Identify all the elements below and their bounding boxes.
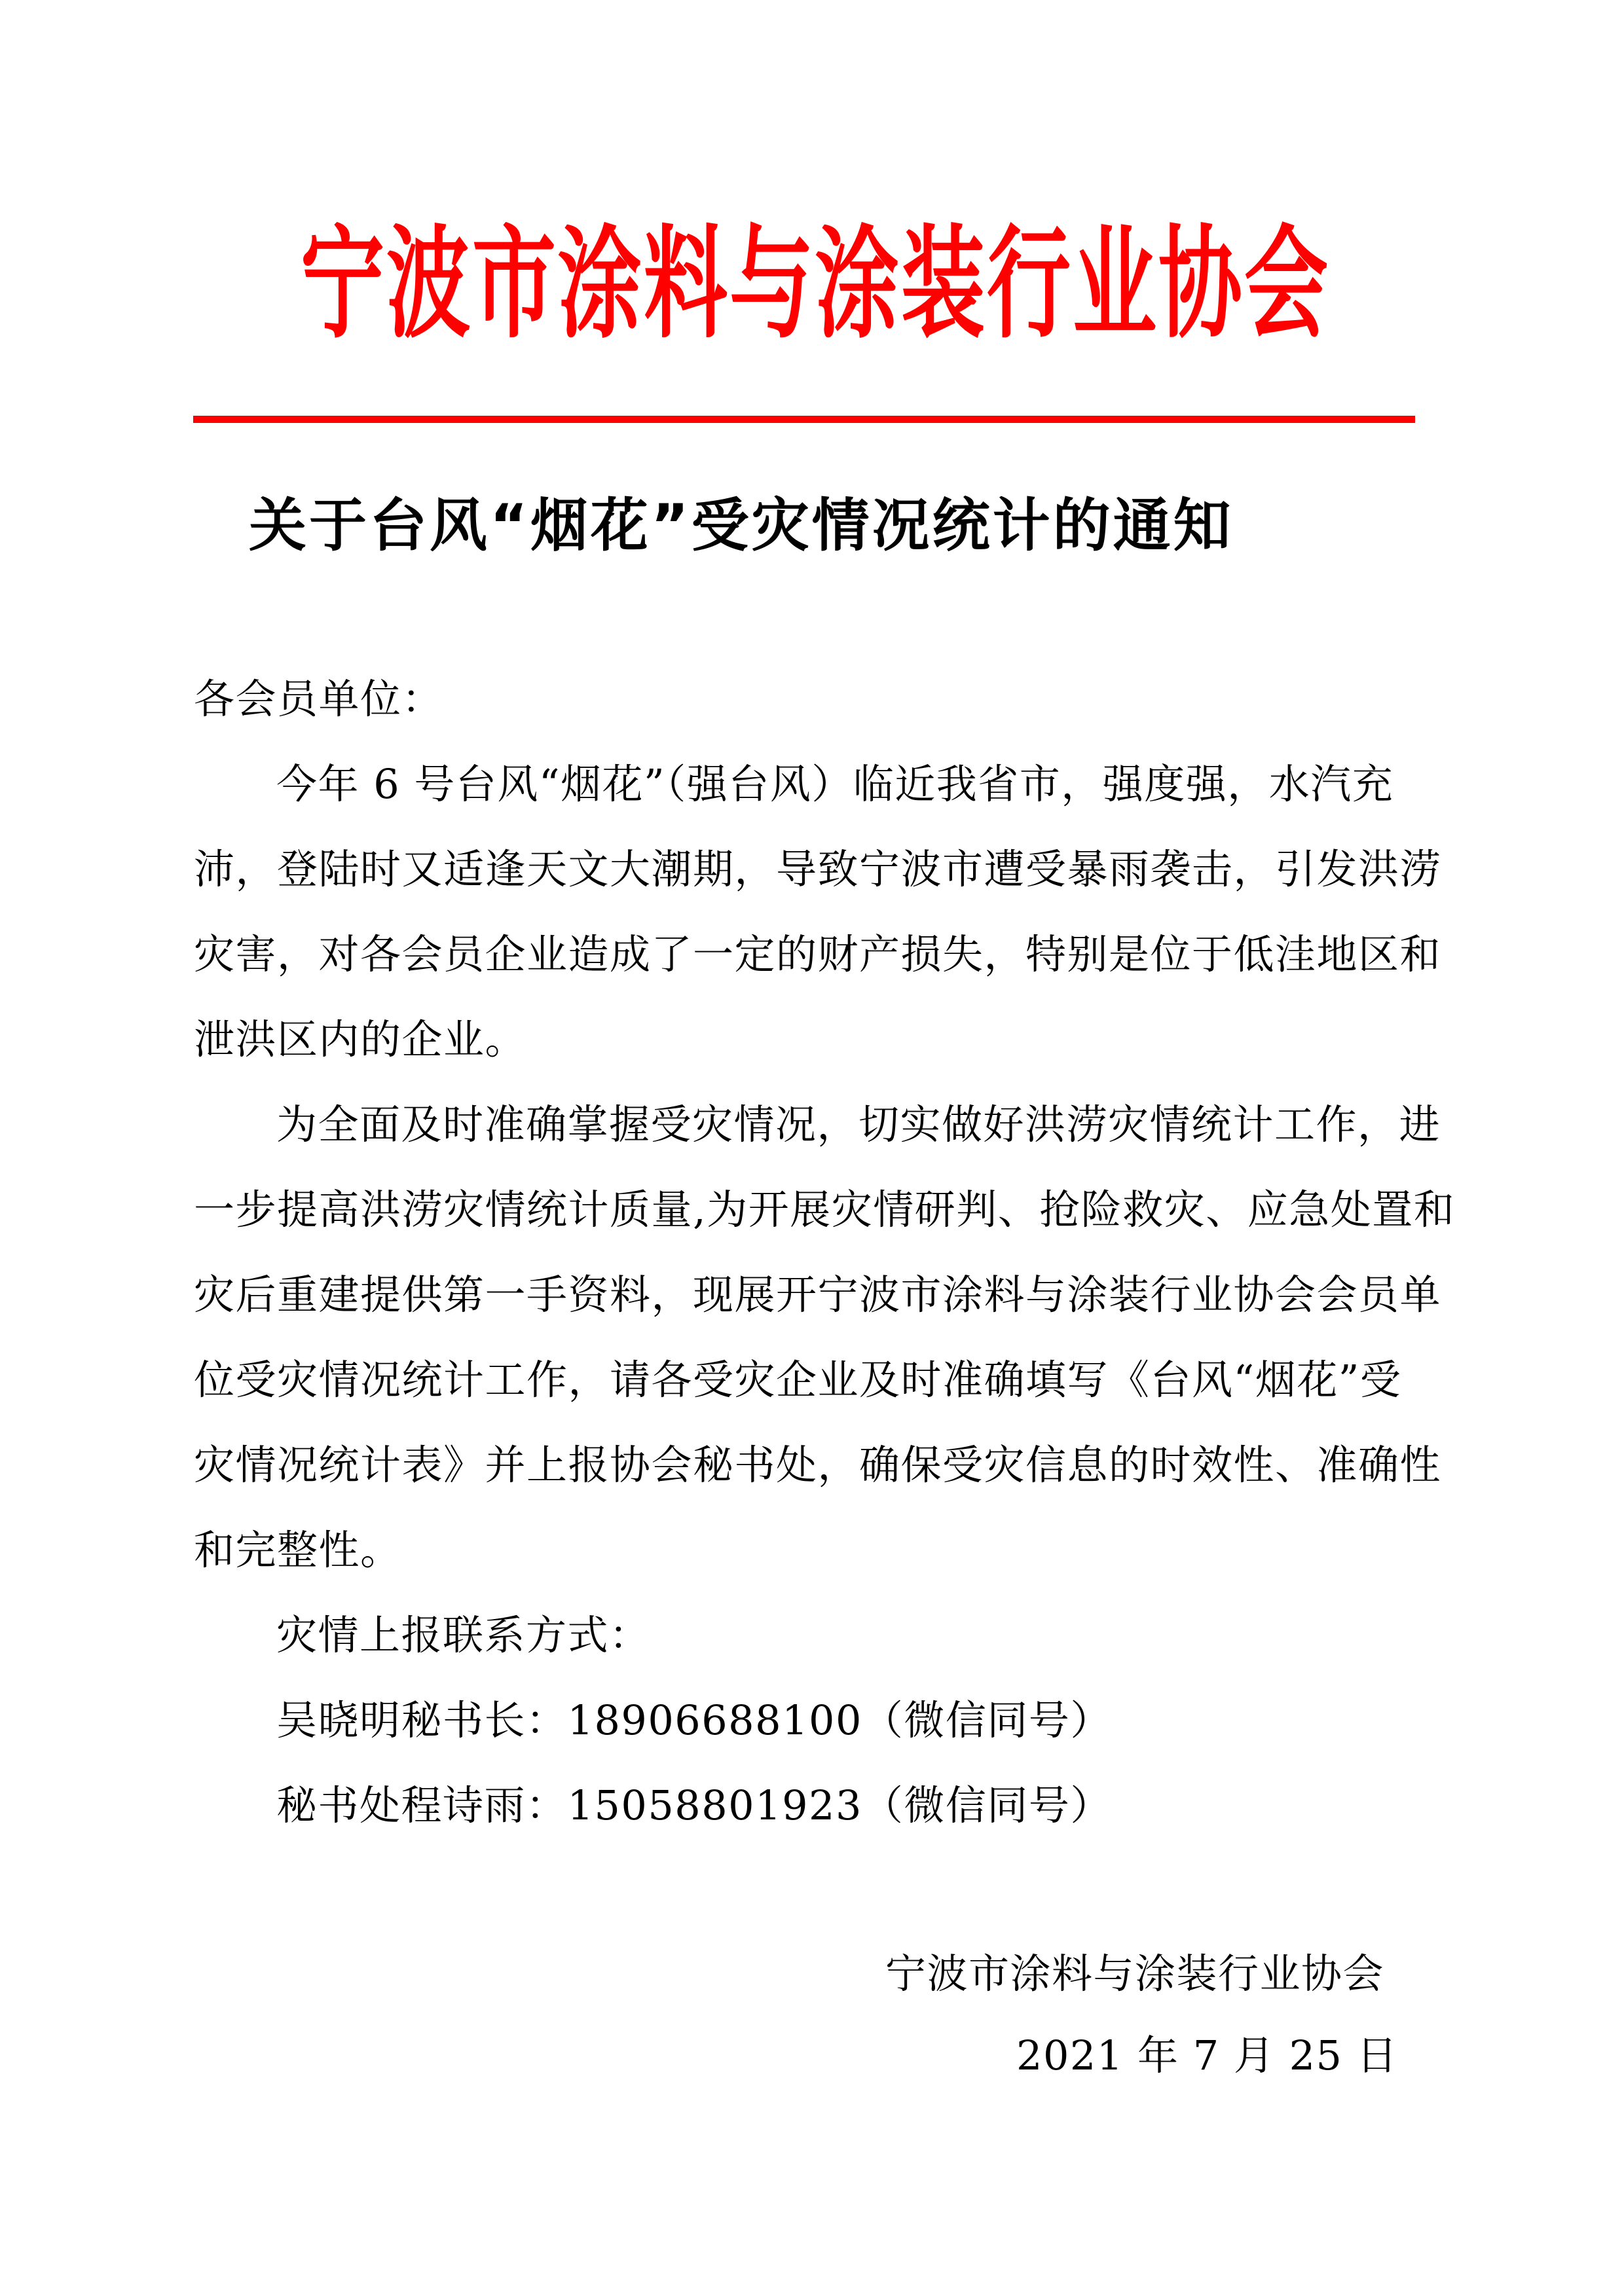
contact-secretariat: 秘书处程诗雨：15058801923（微信同号） xyxy=(276,1781,1112,1829)
paragraph-1-line-2: 沛，登陆时又适逢天文大潮期，导致宁波市遭受暴雨袭击，引发洪涝 xyxy=(194,845,1442,893)
signature-organization: 宁波市涂料与涂装行业协会 xyxy=(885,1950,1385,1997)
paragraph-2-line-3: 灾后重建提供第一手资料，现展开宁波市涂料与涂装行业协会会员单 xyxy=(194,1271,1442,1319)
contact-secretary-general: 吴晓明秘书长：18906688100（微信同号） xyxy=(276,1696,1112,1744)
contact-heading: 灾情上报联系方式： xyxy=(276,1611,651,1659)
document-title: 关于台风“烟花”受灾情况统计的通知 xyxy=(249,492,1234,559)
paragraph-1-line-1: 今年 6 号台风“烟花”（强台风）临近我省市，强度强，水汽充 xyxy=(276,760,1394,808)
salutation: 各会员单位： xyxy=(194,675,444,723)
letterhead-red-rule xyxy=(193,416,1415,423)
paragraph-1-line-3: 灾害，对各会员企业造成了一定的财产损失，特别是位于低洼地区和 xyxy=(194,930,1442,978)
paragraph-2-line-1: 为全面及时准确掌握受灾情况，切实做好洪涝灾情统计工作，进 xyxy=(276,1101,1441,1148)
signature-date: 2021 年 7 月 25 日 xyxy=(1016,2032,1399,2079)
paragraph-2-line-6: 和完整性。 xyxy=(194,1526,402,1574)
paragraph-2-line-5: 灾情况统计表》并上报协会秘书处，确保受灾信息的时效性、准确性 xyxy=(194,1441,1442,1489)
paragraph-2-line-4: 位受灾情况统计工作，请各受灾企业及时准确填写《台风“烟花”受 xyxy=(194,1356,1402,1404)
paragraph-1-line-4: 泄洪区内的企业。 xyxy=(194,1015,527,1063)
paragraph-2-line-2: 一步提高洪涝灾情统计质量,为开展灾情研判、抢险救灾、应急处置和 xyxy=(194,1186,1456,1233)
letterhead-organization-name: 宁波市涂料与涂装行业协会 xyxy=(300,213,1330,355)
